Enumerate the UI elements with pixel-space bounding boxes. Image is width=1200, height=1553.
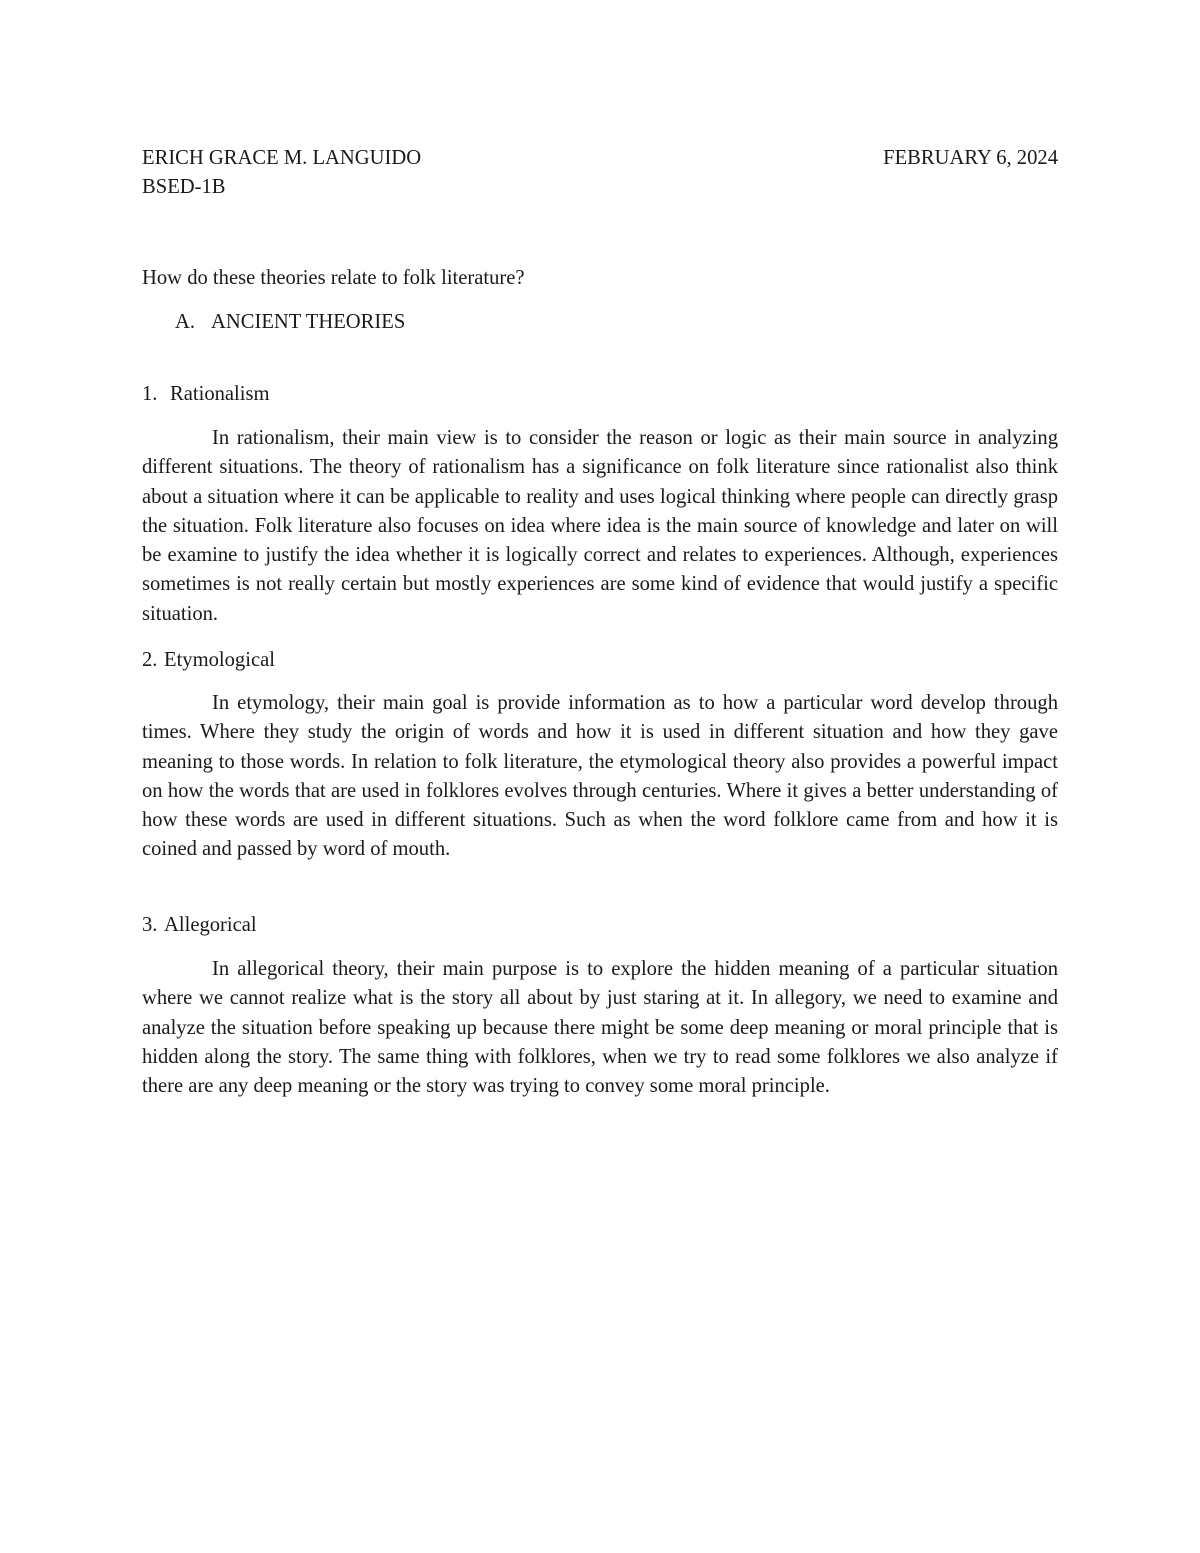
document-header [142,144,1058,172]
question-prompt: How do these theories relate to folk literature? [142,267,525,289]
section-letter: A. [175,311,196,333]
item-number: 3. [142,914,158,936]
item-title: Allegorical [164,914,257,936]
course-section: BSED-1B [142,176,226,198]
item-body-allegorical: In allegorical theory, their main purpose is to explore the hidden meaning of a particular situation where we cannot realize what is the story all about by just staring at it. In allegory, we need to examine and analyze the situation before speaking up because there might be some deep meaning or moral principle that is hidden along the story. The same thing with folklores, when we try to read some folklores we also analyze if there are any deep meaning or the story was trying to convey some moral principle. [142,958,1058,1098]
item-number: 1. [142,383,158,405]
document-date: FEBRUARY 6, 2024 [883,147,1058,169]
item-body-rationalism: In rationalism, their main view is to consider the reason or logic as their main source in analyzing different situations. The theory of rationalism has a significance on folk literature since rationalist also think about a situation where it can be applicable to reality and uses logical thinking where people can directly grasp the situation. Folk literature also focuses on idea where idea is the main source of knowledge and later on will be examine to justify the idea whether it is logically correct and relates to experiences. Although, experiences sometimes is not really certain but mostly experiences are some kind of evidence that would justify a specific situation. [142,427,1058,625]
item-heading-allegorical [142,911,257,939]
section-heading [175,308,405,336]
item-title: Rationalism [170,383,270,405]
item-heading-etymological [142,646,275,674]
item-title: Etymological [164,649,275,671]
section-title: ANCIENT THEORIES [211,311,406,333]
student-name: ERICH GRACE M. LANGUIDO [142,147,422,169]
item-heading-rationalism [142,380,270,408]
item-number: 2. [142,649,158,671]
item-body-etymological: In etymology, their main goal is provide information as to how a particular word develop through times. Where they study the origin of words and how it is used in different situation and how they gave meaning to those words. In relation to folk literature, the etymological theory also provides a powerful impact on how the words that are used in folklores evolves through centuries. Where it gives a better understanding of how these words are used in different situations. Such as when the word folklore came from and how it is coined and passed by word of mouth. [142,692,1058,861]
